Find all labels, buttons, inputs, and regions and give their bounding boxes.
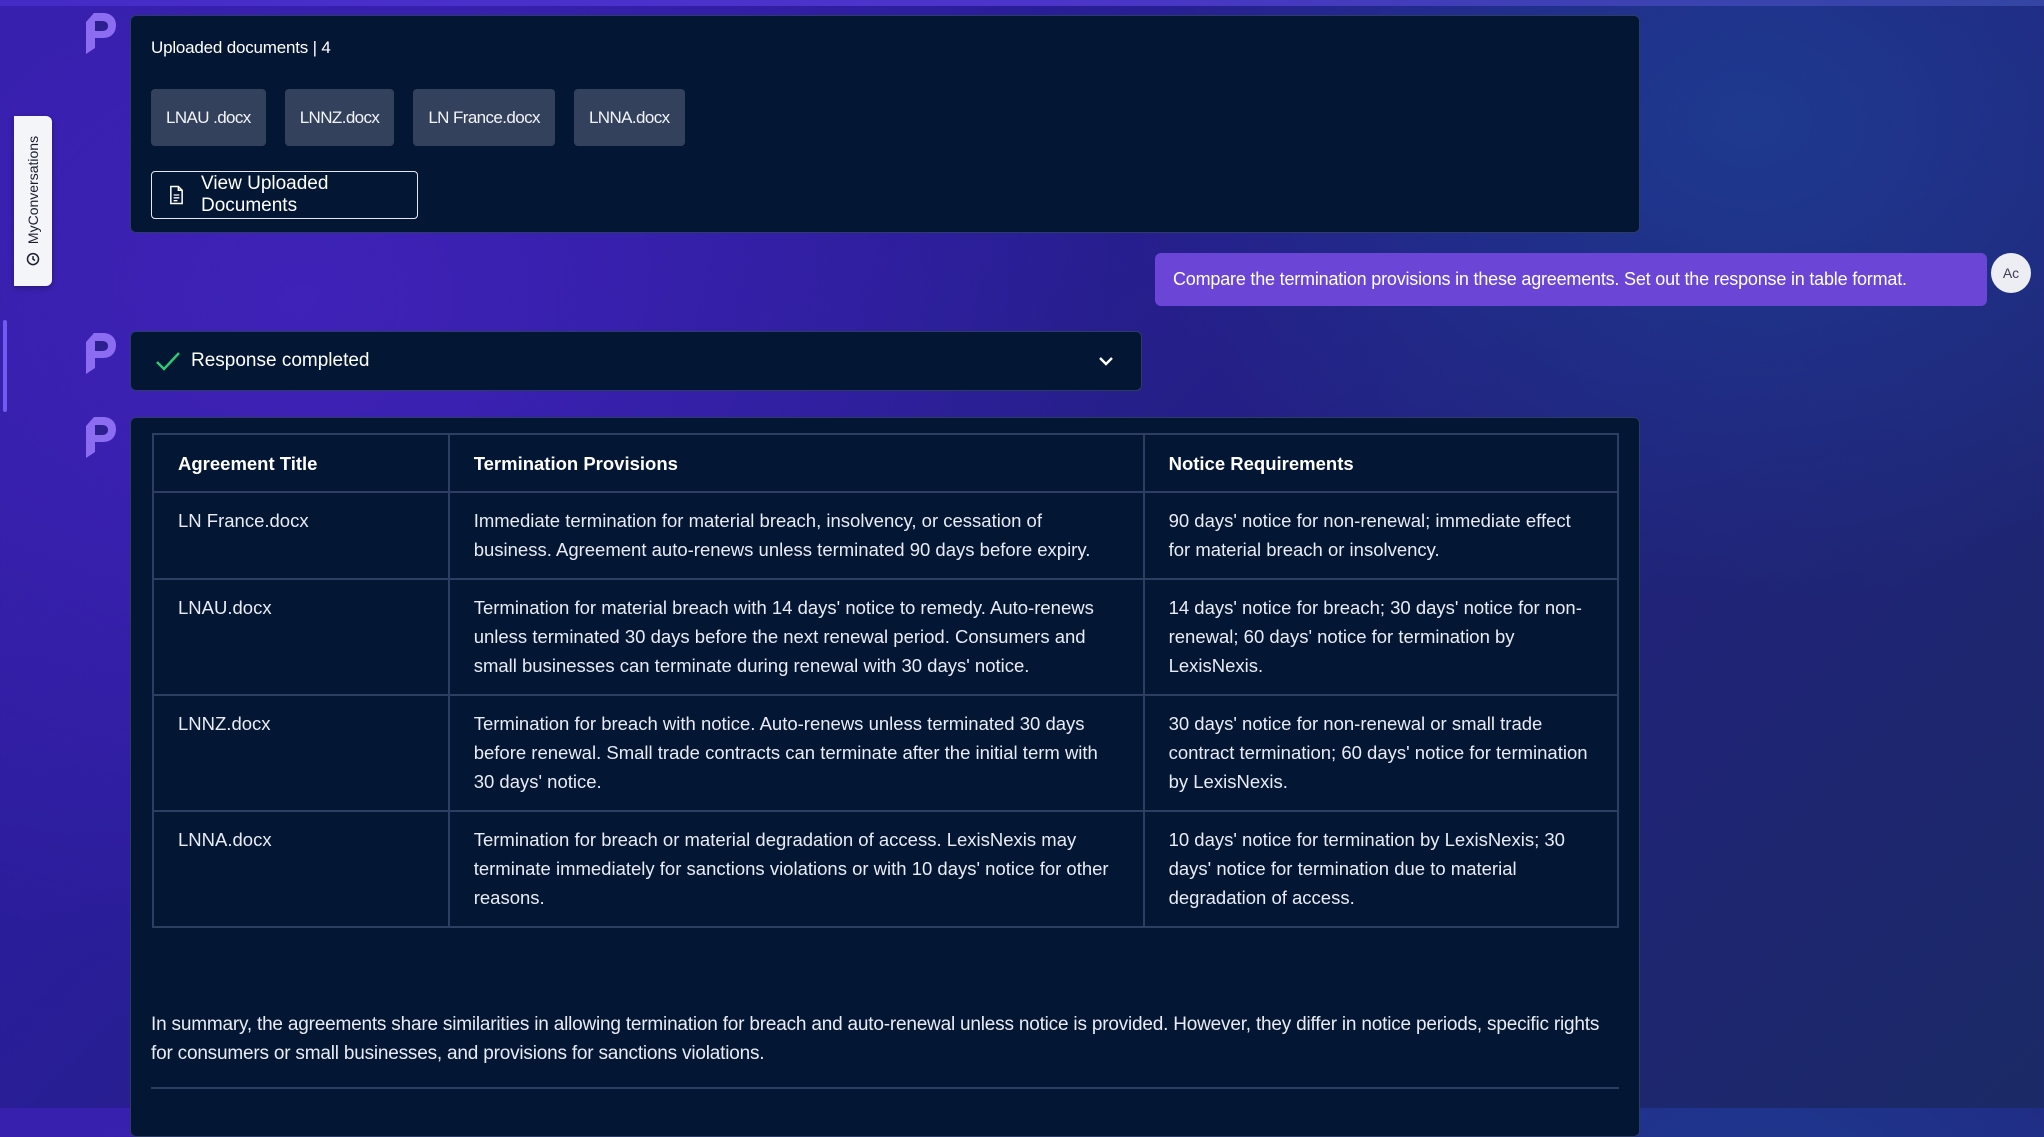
notice-requirements-cell: 90 days' notice for non-renewal; immediate effect for material breach or insolvency. [1144,492,1618,579]
view-uploaded-documents-label: View Uploaded Documents [200,173,329,216]
comparison-table [152,433,1619,928]
agreement-title-cell: LNNA.docx [153,811,449,927]
column-header: Agreement Title [153,434,449,492]
response-status-bar[interactable] [130,331,1142,391]
termination-provisions-cell: Termination for breach with notice. Auto-renews unless terminated 30 days before renewal. Small trade contracts can terminate after the initial term with 30 days' notice. [449,695,1144,811]
assistant-logo-icon [84,332,118,374]
user-message-bubble: Compare the termination provisions in these agreements. Set out the response in table format. [1155,253,1987,306]
response-summary: In summary, the agreements share similarities in allowing termination for breach and auto-renewal unless notice is provided. However, they differ in notice periods, specific rights for consumers or small businesses, and provisions for sanctions violations. [151,1014,1600,1064]
chevron-down-icon[interactable] [1095,350,1117,372]
uploaded-file-list [151,89,685,146]
response-status-label: Response completed [191,350,370,371]
table-row [153,492,1618,579]
file-chip[interactable]: LNNA.docx [574,89,685,146]
agreement-title-cell: LNNZ.docx [153,695,449,811]
table-row [153,695,1618,811]
termination-provisions-cell: Termination for breach or material degradation of access. LexisNexis may terminate immediately for sanctions violations or with 10 days' notice for other reasons. [449,811,1144,927]
assistant-logo-icon [84,416,118,458]
my-conversations-label: MyConversations [25,135,41,245]
notice-requirements-cell: 30 days' notice for non-renewal or small trade contract termination; 60 days' notice for termination by LexisNexis. [1144,695,1618,811]
top-accent-bar [0,0,2044,6]
uploaded-documents-title: Uploaded documents | 4 [151,38,331,57]
left-accent-indicator [3,320,7,412]
agreement-title-cell: LN France.docx [153,492,449,579]
agreement-title-cell: LNAU.docx [153,579,449,695]
divider [151,1087,1619,1089]
uploaded-documents-card [130,15,1640,233]
history-icon [26,252,40,266]
assistant-logo-icon [84,12,118,54]
user-avatar[interactable]: Ac [1991,253,2031,293]
table-row [153,811,1618,927]
column-header: Notice Requirements [1144,434,1618,492]
response-card [130,417,1640,1137]
my-conversations-tab[interactable] [14,116,52,286]
table-header-row [153,434,1618,492]
termination-provisions-cell: Immediate termination for material breach, insolvency, or cessation of business. Agreement auto-renews unless terminated 90 days before expiry. [449,492,1144,579]
document-icon [168,185,185,205]
termination-provisions-cell: Termination for material breach with 14 days' notice to remedy. Auto-renews unless terminated 30 days before the next renewal period. Consumers and small businesses can terminate during renewal with 30 days' notice. [449,579,1144,695]
file-chip[interactable]: LNAU .docx [151,89,266,146]
check-icon [155,350,181,372]
file-chip[interactable]: LN France.docx [413,89,555,146]
view-uploaded-documents-button[interactable] [151,171,418,219]
column-header: Termination Provisions [449,434,1144,492]
notice-requirements-cell: 14 days' notice for breach; 30 days' notice for non-renewal; 60 days' notice for termination by LexisNexis. [1144,579,1618,695]
file-chip[interactable]: LNNZ.docx [285,89,395,146]
notice-requirements-cell: 10 days' notice for termination by LexisNexis; 30 days' notice for termination due to material degradation of access. [1144,811,1618,927]
table-row [153,579,1618,695]
